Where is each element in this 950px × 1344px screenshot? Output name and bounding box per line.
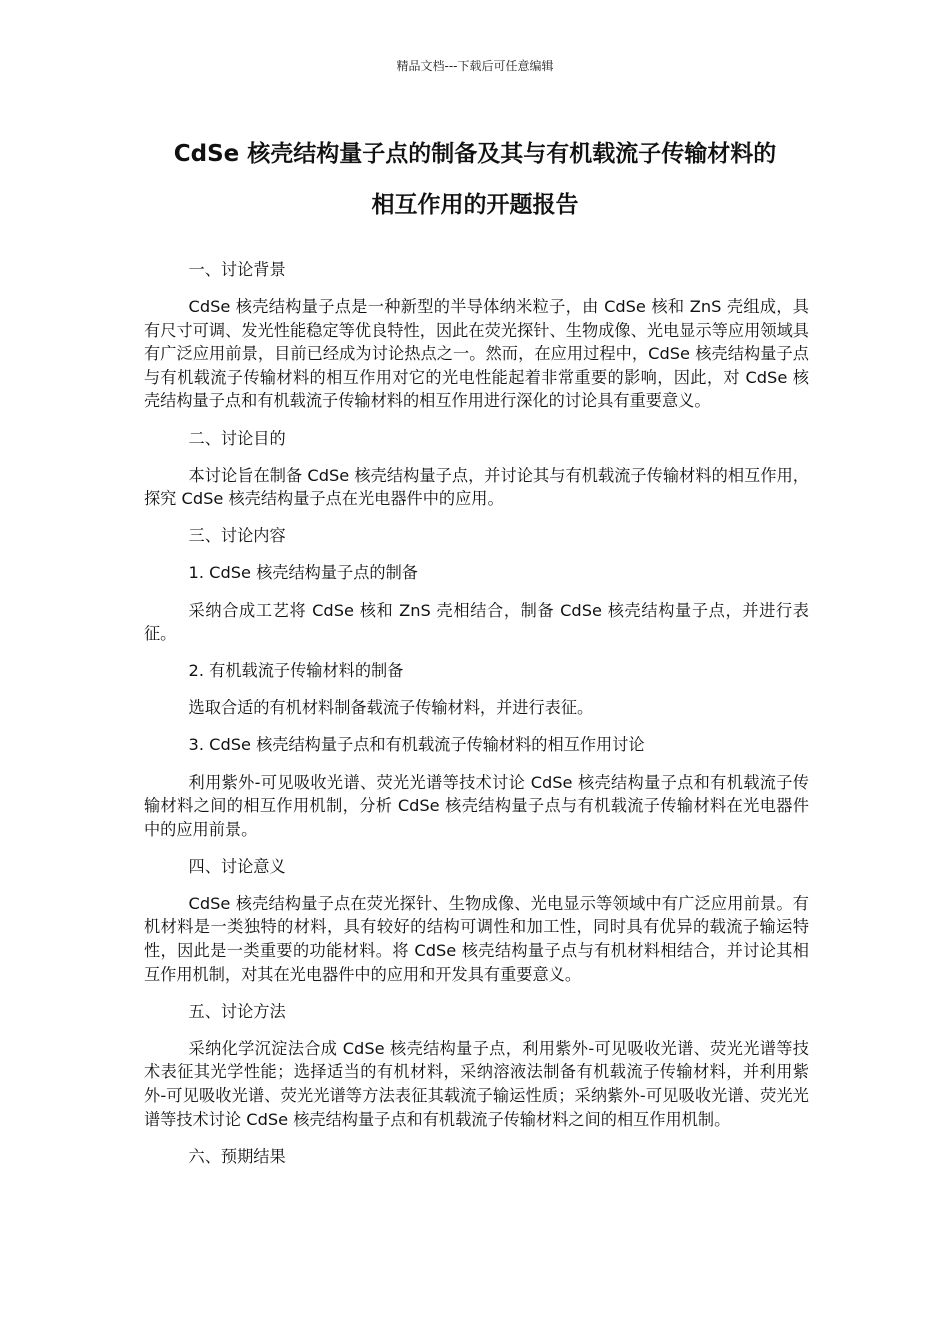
section-heading-methods: 五、讨论方法 — [188, 1001, 286, 1021]
section-heading-expected-results: 六、预期结果 — [188, 1146, 286, 1166]
paragraph-purpose: 本讨论旨在制备 CdSe 核壳结构量子点，并讨论其与有机载流子传输材料的相互作用，探究 CdSe 核壳结构量子点在光电器件中的应用。 — [144, 465, 809, 509]
paragraph-interaction-study: 利用紫外-可见吸收光谱、荧光光谱等技术讨论 CdSe 核壳结构量子点和有机载流子传输材料之间的相互作用机制，分析 CdSe 核壳结构量子点与有机载流子传输材料在光电器件中的应用前景。 — [144, 772, 809, 839]
document-title-line-1: CdSe 核壳结构量子点的制备及其与有机载流子传输材料的 — [173, 141, 777, 167]
section-heading-purpose: 二、讨论目的 — [188, 428, 286, 448]
subheading-interaction-study: 3. CdSe 核壳结构量子点和有机载流子传输材料的相互作用讨论 — [188, 735, 645, 755]
document-title-line-2: 相互作用的开题报告 — [371, 192, 579, 218]
paragraph-carrier-material-preparation: 选取合适的有机材料制备载流子传输材料，并进行表征。 — [188, 698, 594, 718]
paragraph-significance: CdSe 核壳结构量子点在荧光探针、生物成像、光电显示等领域中有广泛应用前景。有机材料是一类独特的材料，具有较好的结构可调性和加工性，同时具有优异的载流子输运特性，因此是一类重要的功能材料。将 CdSe 核壳结构量子点与有机材料相结合，并讨论其相互作用机制，对其在光电器件中的应用和开发具有重要意义。 — [144, 893, 809, 984]
document-body — [144, 258, 809, 1182]
subheading-carrier-material-preparation: 2. 有机载流子传输材料的制备 — [188, 661, 404, 681]
section-heading-content: 三、讨论内容 — [188, 526, 286, 546]
page-header: 精品文档---下载后可任意编辑 — [396, 59, 554, 73]
paragraph-methods: 采纳化学沉淀法合成 CdSe 核壳结构量子点，利用紫外-可见吸收光谱、荧光光谱等技术表征其光学性能；选择适当的有机材料，采纳溶液法制备有机载流子传输材料，并利用紫外-可见吸收光谱、荧光光谱等方法表征其载流子输运性质；采纳紫外-可见吸收光谱、荧光光谱等技术讨论 CdSe 核壳结构量子点和有机载流子传输材料之间的相互作用机制。 — [144, 1038, 809, 1129]
section-heading-significance: 四、讨论意义 — [188, 856, 286, 876]
paragraph-quantum-dot-preparation: 采纳合成工艺将 CdSe 核和 ZnS 壳相结合，制备 CdSe 核壳结构量子点，并进行表征。 — [144, 600, 809, 644]
paragraph-background: CdSe 核壳结构量子点是一种新型的半导体纳米粒子，由 CdSe 核和 ZnS 壳组成，具有尺寸可调、发光性能稳定等优良特性，因此在荧光探针、生物成像、光电显示等应用领域具有广泛应用前景，目前已经成为讨论热点之一。然而，在应用过程中，CdSe 核壳结构量子点与有机载流子传输材料的相互作用对它的光电性能起着非常重要的影响，因此，对 CdSe 核壳结构量子点和有机载流子传输材料的相互作用进行深化的讨论具有重要意义。 — [144, 297, 809, 411]
section-heading-background: 一、讨论背景 — [188, 260, 286, 279]
subheading-quantum-dot-preparation: 1. CdSe 核壳结构量子点的制备 — [188, 563, 418, 583]
